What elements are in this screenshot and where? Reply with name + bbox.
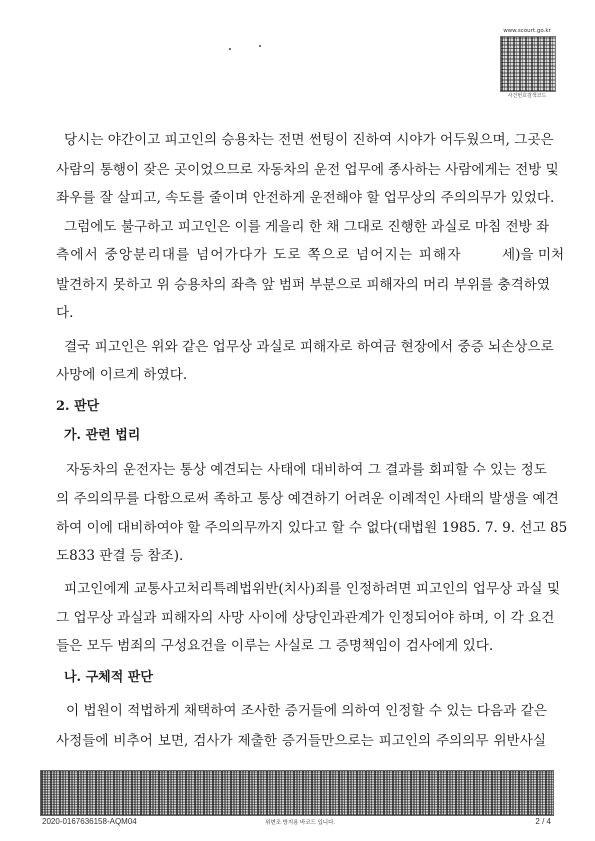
subsection-heading: 가. 관련 법리 [64,428,141,443]
subsection-heading: 나. 구체적 판단 [64,670,153,685]
body-line: 도833 판결 등 참조). [56,548,184,564]
document-id: 2020-0167636158-AQM04 [42,817,137,826]
court-website: www.scourt.go.kr [503,28,551,34]
body-line: 당시는 야간이고 피고인의 승용차는 전면 썬팅이 진하여 시야가 어두웠으며, 그곳은 [64,132,554,148]
body-line: 결국 피고인은 위와 같은 업무상 과실로 피해자로 하여금 현장에서 중증 뇌손상으로 [64,339,554,355]
barcode-notice: 위변조 방지용 바코드 입니다. [265,820,335,826]
anti-forgery-barcode [40,770,554,816]
scan-speck [259,45,261,47]
body-line: 사정들에 비추어 보면, 검사가 제출한 증거들만으로는 피고인의 주의의무 위반사실 [56,733,546,749]
body-line: 발견하지 못하고 위 승용차의 좌측 앞 범퍼 부분으로 피해자의 머리 부위를 충격하였 [56,277,551,293]
body-text: 세)을 미처 [502,247,565,263]
body-line: 들은 모두 범죄의 구성요건을 이루는 사실로 그 증명책임이 검사에게 있다. [56,638,494,654]
qr-code [500,36,556,92]
body-line: 그 업무상 과실과 피해자의 사망 사이에 상당인과관계가 인정되어야 하며, 이 각 요건 [56,610,555,626]
body-line-redacted [56,246,565,264]
body-line: 사망에 이르게 하였다. [56,367,188,383]
qr-code-label: 사건번호검색코드 [507,93,547,99]
scan-speck [229,48,231,50]
body-line: 그럼에도 불구하고 피고인은 이를 게을리 한 채 그대로 진행한 과실로 마침 전방 좌 [64,219,550,235]
page-number: 2 / 4 [535,817,551,826]
body-line: 사람의 통행이 잦은 곳이었으므로 자동차의 운전 업무에 종사하는 사람에게는 전방 및 [56,162,559,178]
body-text: 측에서 중앙분리대를 넘어가다가 도로 쪽으로 넘어지는 피해자 [56,247,462,263]
body-line: 하여 이에 대비하여야 할 주의의무까지 있다고 할 수 없다(대법원 1985. 7. 9. 선고 85 [56,520,568,536]
body-line: 자동차의 운전자는 통상 예견되는 사태에 대비하여 그 결과를 회피할 수 있는 정도 [66,462,547,478]
body-line: 다. [56,305,74,321]
section-heading: 2. 판단 [56,399,100,414]
body-line: 좌우를 잘 살피고, 속도를 줄이며 안전하게 운전해야 할 업무상의 주의의무가 있었다. [56,190,555,206]
body-line: 피고인에게 교통사고처리특례법위반(치사)죄를 인정하려면 피고인의 업무상 과실 및 [64,581,561,597]
body-line: 이 법원이 적법하게 채택하여 조사한 증거들에 의하여 인정할 수 있는 다음과 같은 [66,703,547,719]
body-line: 의 주의의무를 다함으로써 족하고 통상 예견하기 어려운 이례적인 사태의 발생을 예견 [56,491,559,507]
